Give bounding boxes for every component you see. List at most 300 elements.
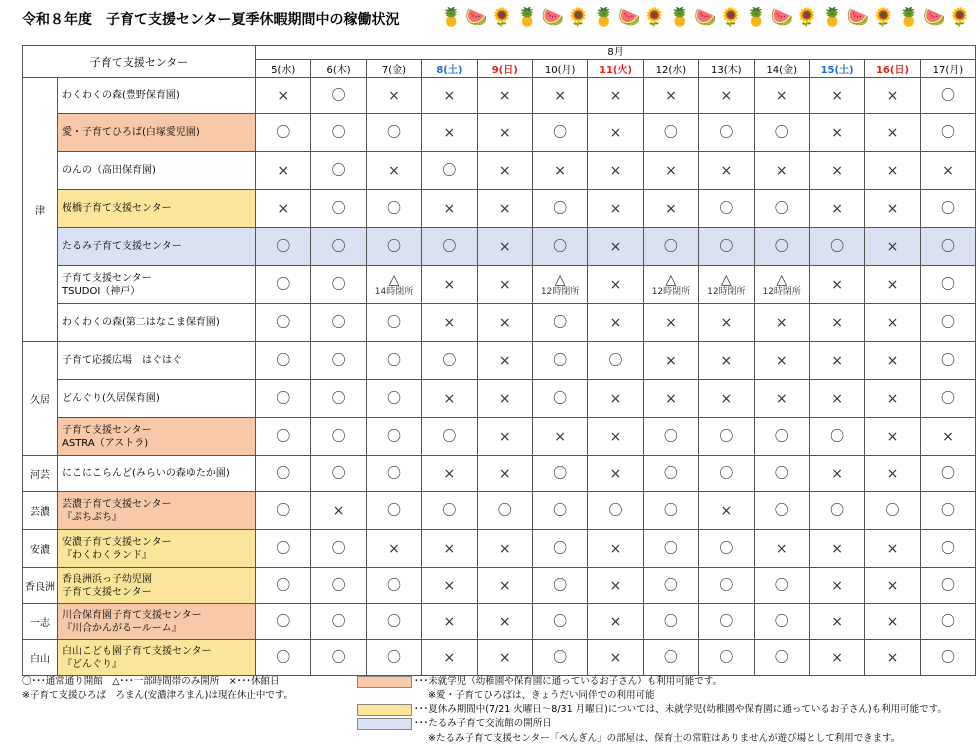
- status-mark: △: [554, 271, 566, 288]
- day-header: 6(木): [311, 60, 366, 78]
- status-mark: 〇: [940, 465, 955, 482]
- status-cell: [366, 418, 421, 456]
- status-cell: [809, 342, 864, 380]
- status-mark: 〇: [663, 649, 678, 666]
- status-cell: [422, 604, 477, 640]
- status-cell: [643, 78, 698, 114]
- status-mark: ×: [609, 649, 622, 666]
- status-mark: ×: [498, 276, 511, 293]
- table-row: [23, 604, 976, 640]
- status-mark: △: [776, 271, 788, 288]
- status-cell: [643, 304, 698, 342]
- status-cell: [256, 568, 311, 604]
- center-name: 白山こども園子育て支援センター 『どんぐり』: [58, 640, 256, 676]
- status-cell: [699, 342, 754, 380]
- status-mark: ×: [498, 613, 511, 630]
- sunflower-icon: 🌻: [643, 7, 666, 28]
- status-mark: 〇: [774, 502, 789, 519]
- day-header: 12(水): [643, 60, 698, 78]
- status-mark: 〇: [386, 428, 401, 445]
- status-cell: [422, 114, 477, 152]
- watermelon-icon: 🍉: [694, 7, 717, 28]
- status-mark: ×: [498, 238, 511, 255]
- page-title: 令和８年度 子育て支援センター夏季休暇期間中の稼働状況: [22, 12, 400, 28]
- status-cell: [588, 456, 643, 492]
- status-mark: 〇: [719, 124, 734, 141]
- center-name: どんぐり(久居保育園): [58, 380, 256, 418]
- status-cell: [920, 342, 976, 380]
- status-cell: [532, 78, 587, 114]
- status-mark: 〇: [663, 577, 678, 594]
- status-mark: ×: [886, 238, 899, 255]
- status-mark: 〇: [663, 613, 678, 630]
- status-mark: ×: [498, 390, 511, 407]
- status-cell: [809, 604, 864, 640]
- status-cell: [477, 640, 532, 676]
- status-cell: [754, 190, 809, 228]
- status-cell: [311, 342, 366, 380]
- sunflower-icon: 🌻: [719, 7, 743, 28]
- status-cell: [920, 568, 976, 604]
- table-row: [23, 266, 976, 304]
- status-mark: 〇: [386, 314, 401, 331]
- status-mark: ×: [775, 314, 788, 331]
- status-mark: ×: [332, 502, 345, 519]
- table-row: [23, 492, 976, 530]
- pineapple-icon: 🍍: [821, 7, 844, 28]
- status-cell: [699, 568, 754, 604]
- status-cell: [311, 604, 366, 640]
- status-cell: [477, 380, 532, 418]
- status-cell: [643, 266, 698, 304]
- status-mark: 〇: [940, 314, 955, 331]
- status-cell: [865, 78, 920, 114]
- table-row: [23, 418, 976, 456]
- status-cell: [477, 604, 532, 640]
- center-name: たるみ子育て支援センター: [58, 228, 256, 266]
- status-mark: 〇: [774, 124, 789, 141]
- status-cell: [643, 568, 698, 604]
- status-mark: 〇: [553, 649, 568, 666]
- status-cell: [588, 228, 643, 266]
- status-mark: 〇: [719, 540, 734, 557]
- status-mark: 〇: [940, 613, 955, 630]
- status-mark: 〇: [331, 390, 346, 407]
- center-name: 安濃子育て支援センター 『わくわくランド』: [58, 530, 256, 568]
- status-mark: ×: [498, 314, 511, 331]
- status-cell: [809, 114, 864, 152]
- status-mark: 〇: [442, 502, 457, 519]
- status-mark: ×: [886, 87, 899, 104]
- status-mark: ×: [886, 352, 899, 369]
- status-mark: ×: [498, 649, 511, 666]
- status-mark: ×: [775, 390, 788, 407]
- status-mark: ×: [498, 162, 511, 179]
- status-mark: ×: [498, 352, 511, 369]
- pineapple-icon: 🍍: [440, 7, 463, 28]
- status-mark: 〇: [442, 352, 457, 369]
- status-cell: [643, 492, 698, 530]
- status-cell: [865, 380, 920, 418]
- status-cell: [699, 266, 754, 304]
- status-cell: [588, 380, 643, 418]
- pineapple-icon: 🍍: [745, 7, 768, 28]
- status-mark: ×: [831, 577, 843, 594]
- status-mark: ×: [554, 87, 567, 104]
- status-mark: 〇: [442, 428, 457, 445]
- status-cell: [809, 304, 864, 342]
- status-cell: [532, 530, 587, 568]
- yellow-swatch: [357, 704, 412, 716]
- status-mark: 〇: [663, 540, 678, 557]
- status-mark: 〇: [553, 540, 568, 557]
- table-row: [23, 456, 976, 492]
- status-mark: ×: [498, 124, 511, 141]
- center-name: 川合保育園子育て支援センター 『川合かんがるールーム』: [58, 604, 256, 640]
- status-cell: [865, 530, 920, 568]
- legend-symbols: 〇･･･通常通り開館 △･･･一部時間帯のみ開所 ×･･･休館日: [22, 676, 280, 687]
- status-cell: [643, 418, 698, 456]
- status-cell: [311, 568, 366, 604]
- status-cell: [256, 418, 311, 456]
- status-cell: [920, 456, 976, 492]
- status-mark: 〇: [719, 613, 734, 630]
- center-name: のんの（高田保育園): [58, 152, 256, 190]
- status-mark: 〇: [276, 649, 291, 666]
- status-mark: 〇: [331, 428, 346, 445]
- status-cell: [865, 342, 920, 380]
- status-cell: [754, 492, 809, 530]
- status-cell: [754, 604, 809, 640]
- status-mark: ×: [277, 87, 290, 104]
- status-cell: [920, 640, 976, 676]
- status-cell: [532, 604, 587, 640]
- status-mark: 〇: [553, 124, 568, 141]
- watermelon-icon: 🍉: [617, 7, 641, 28]
- status-mark: 〇: [940, 390, 955, 407]
- status-cell: [643, 228, 698, 266]
- status-mark: ×: [886, 465, 899, 482]
- table-row: [23, 228, 976, 266]
- status-cell: [588, 418, 643, 456]
- status-cell: [532, 640, 587, 676]
- table-row: [23, 530, 976, 568]
- status-mark: ×: [831, 87, 843, 104]
- status-cell: [699, 380, 754, 418]
- status-cell: [532, 114, 587, 152]
- status-cell: [865, 304, 920, 342]
- status-mark: 〇: [442, 238, 457, 255]
- status-mark: 〇: [553, 577, 568, 594]
- status-mark: ×: [831, 613, 843, 630]
- status-mark: 〇: [386, 124, 401, 141]
- status-mark: 〇: [331, 649, 346, 666]
- status-mark: 〇: [276, 540, 291, 557]
- status-cell: [920, 418, 976, 456]
- status-cell: [809, 418, 864, 456]
- status-mark: 〇: [276, 314, 291, 331]
- center-name: 香良洲浜っ子幼児園 子育て支援センター: [58, 568, 256, 604]
- table-row: [23, 304, 976, 342]
- status-cell: [699, 190, 754, 228]
- status-mark: 〇: [774, 428, 789, 445]
- status-mark: 〇: [830, 428, 845, 445]
- status-mark: 〇: [331, 162, 346, 179]
- status-cell: [256, 78, 311, 114]
- status-cell: [532, 190, 587, 228]
- status-cell: [920, 380, 976, 418]
- status-cell: [588, 266, 643, 304]
- status-mark: 〇: [553, 200, 568, 217]
- status-cell: [643, 380, 698, 418]
- status-mark: 〇: [386, 200, 401, 217]
- status-cell: [699, 492, 754, 530]
- status-cell: [311, 640, 366, 676]
- status-cell: [920, 492, 976, 530]
- status-mark: 〇: [331, 124, 346, 141]
- status-mark: 〇: [719, 649, 734, 666]
- status-cell: [256, 342, 311, 380]
- status-cell: [699, 304, 754, 342]
- status-mark: ×: [388, 87, 400, 104]
- status-cell: [643, 114, 698, 152]
- status-cell: [477, 456, 532, 492]
- status-cell: [754, 114, 809, 152]
- status-cell: [754, 342, 809, 380]
- status-cell: [477, 342, 532, 380]
- area-label: 津: [23, 78, 58, 342]
- status-mark: ×: [498, 465, 511, 482]
- status-mark: 〇: [276, 124, 291, 141]
- status-mark: 〇: [774, 577, 789, 594]
- status-mark: 〇: [940, 124, 955, 141]
- status-mark: ×: [609, 577, 622, 594]
- status-cell: [366, 640, 421, 676]
- status-cell: [920, 530, 976, 568]
- area-label: 芸濃: [23, 492, 58, 530]
- status-cell: [754, 152, 809, 190]
- status-cell: [366, 492, 421, 530]
- status-mark: ×: [831, 162, 843, 179]
- status-cell: [754, 418, 809, 456]
- status-mark: 〇: [663, 124, 678, 141]
- status-mark: ×: [831, 540, 843, 557]
- status-cell: [532, 568, 587, 604]
- status-mark: 〇: [497, 502, 512, 519]
- status-mark: ×: [886, 124, 899, 141]
- status-cell: [754, 456, 809, 492]
- status-mark: 〇: [719, 465, 734, 482]
- status-cell: [311, 530, 366, 568]
- status-mark: 〇: [940, 238, 955, 255]
- status-mark: △: [720, 271, 732, 288]
- status-mark: 〇: [608, 502, 623, 519]
- summer-decoration-strip: [440, 4, 975, 32]
- status-cell: [588, 604, 643, 640]
- status-cell: [256, 380, 311, 418]
- status-cell: [477, 266, 532, 304]
- status-cell: [256, 640, 311, 676]
- status-mark: ×: [609, 200, 622, 217]
- status-mark: 〇: [940, 87, 955, 104]
- status-cell: [865, 190, 920, 228]
- status-cell: [311, 114, 366, 152]
- status-mark: ×: [388, 540, 400, 557]
- day-header: 16(日): [865, 60, 920, 78]
- status-cell: [477, 418, 532, 456]
- status-mark: 〇: [442, 162, 457, 179]
- status-cell: [311, 304, 366, 342]
- status-mark: 〇: [331, 352, 346, 369]
- schedule-table: [22, 45, 976, 676]
- status-cell: [865, 456, 920, 492]
- status-mark: 〇: [331, 465, 346, 482]
- area-label: 一志: [23, 604, 58, 640]
- status-mark: ×: [831, 124, 843, 141]
- status-cell: [477, 114, 532, 152]
- status-cell: [366, 78, 421, 114]
- status-mark: 〇: [331, 200, 346, 217]
- status-mark: ×: [443, 540, 456, 557]
- area-label: 久居: [23, 342, 58, 456]
- status-mark: ×: [498, 540, 511, 557]
- blue-swatch: [357, 718, 412, 730]
- status-mark: 〇: [663, 465, 678, 482]
- status-mark: ×: [443, 465, 456, 482]
- orange-swatch: [357, 676, 412, 688]
- status-cell: [532, 152, 587, 190]
- status-cell: [754, 380, 809, 418]
- status-mark: ×: [443, 124, 456, 141]
- status-cell: [699, 640, 754, 676]
- status-mark: 〇: [386, 649, 401, 666]
- status-mark: 〇: [276, 428, 291, 445]
- center-name: 子育て支援センター ASTRA（アストラ): [58, 418, 256, 456]
- status-mark: 〇: [553, 613, 568, 630]
- status-mark: 〇: [276, 238, 291, 255]
- status-cell: [865, 114, 920, 152]
- status-cell: [366, 568, 421, 604]
- status-mark: ×: [720, 87, 733, 104]
- status-cell: [865, 604, 920, 640]
- day-header: 11(火): [588, 60, 643, 78]
- status-mark: ×: [886, 162, 899, 179]
- status-mark: ×: [831, 314, 843, 331]
- status-cell: [256, 456, 311, 492]
- status-cell: [477, 190, 532, 228]
- table-row: [23, 640, 976, 676]
- table-row: [23, 568, 976, 604]
- status-cell: [366, 190, 421, 228]
- legend-yellow-text: ･･･夏休み期間中(7/21 火曜日～8/31 月曜日)については、未就学児(幼稚園や保育園に通っているお子さん)も利用可能です。: [414, 704, 947, 715]
- status-mark: ×: [443, 87, 456, 104]
- status-cell: [920, 114, 976, 152]
- status-cell: [809, 190, 864, 228]
- day-header: 9(日): [477, 60, 532, 78]
- status-cell: [643, 604, 698, 640]
- status-cell: [588, 640, 643, 676]
- status-cell: [643, 640, 698, 676]
- table-row: [23, 380, 976, 418]
- center-column-header: 子育て支援センター: [23, 46, 256, 78]
- status-mark: ×: [831, 352, 843, 369]
- status-cell: [477, 568, 532, 604]
- status-mark: 〇: [719, 428, 734, 445]
- status-mark: 〇: [386, 390, 401, 407]
- status-mark: 〇: [276, 390, 291, 407]
- status-mark: ×: [443, 276, 456, 293]
- status-cell: [643, 152, 698, 190]
- status-cell: [699, 228, 754, 266]
- status-cell: [311, 266, 366, 304]
- center-name: わくわくの森(第二はなこま保育園): [58, 304, 256, 342]
- legend-blue-text: ･･･たるみ子育て交流館の開所日: [414, 718, 552, 729]
- status-mark: 〇: [553, 465, 568, 482]
- status-cell: [699, 152, 754, 190]
- status-cell: [422, 530, 477, 568]
- status-mark: ×: [886, 540, 899, 557]
- watermelon-icon: 🍉: [465, 7, 488, 28]
- status-cell: [366, 456, 421, 492]
- status-cell: [422, 304, 477, 342]
- day-header: 15(土): [809, 60, 864, 78]
- status-mark: ×: [443, 613, 456, 630]
- status-mark: ×: [775, 352, 788, 369]
- status-cell: [809, 228, 864, 266]
- status-cell: [754, 228, 809, 266]
- pineapple-icon: 🍍: [592, 7, 615, 28]
- status-cell: [366, 228, 421, 266]
- status-mark: 〇: [331, 540, 346, 557]
- month-header: 8月: [256, 46, 976, 60]
- status-cell: [422, 418, 477, 456]
- center-name: 子育て支援センター TSUDOI（神戸）: [58, 266, 256, 304]
- status-mark: 〇: [386, 502, 401, 519]
- status-mark: 〇: [774, 649, 789, 666]
- status-cell: [809, 492, 864, 530]
- status-cell: [754, 304, 809, 342]
- status-cell: [920, 78, 976, 114]
- status-cell: [256, 266, 311, 304]
- legend-orange-text: ･･･未就学児（幼稚園や保育園に通っているお子さん）も利用可能です。: [414, 676, 722, 687]
- status-mark: 〇: [553, 390, 568, 407]
- status-cell: [588, 492, 643, 530]
- status-mark: 〇: [386, 238, 401, 255]
- status-cell: [477, 530, 532, 568]
- status-mark: ×: [665, 87, 677, 104]
- day-header: 8(土): [422, 60, 477, 78]
- status-cell: [311, 152, 366, 190]
- status-mark: 〇: [940, 577, 955, 594]
- status-mark: ×: [942, 428, 954, 445]
- status-cell: [699, 604, 754, 640]
- status-mark: ×: [886, 649, 899, 666]
- status-cell: [699, 456, 754, 492]
- status-mark: 〇: [386, 577, 401, 594]
- status-cell: [754, 266, 809, 304]
- status-mark: 〇: [663, 428, 678, 445]
- status-cell: [699, 418, 754, 456]
- status-cell: [699, 78, 754, 114]
- status-mark: ×: [720, 352, 733, 369]
- status-cell: [754, 640, 809, 676]
- status-mark: 〇: [331, 613, 346, 630]
- day-header: 14(金): [754, 60, 809, 78]
- status-cell: [256, 228, 311, 266]
- status-mark: ×: [665, 162, 677, 179]
- status-mark: ×: [886, 276, 899, 293]
- status-cell: [477, 152, 532, 190]
